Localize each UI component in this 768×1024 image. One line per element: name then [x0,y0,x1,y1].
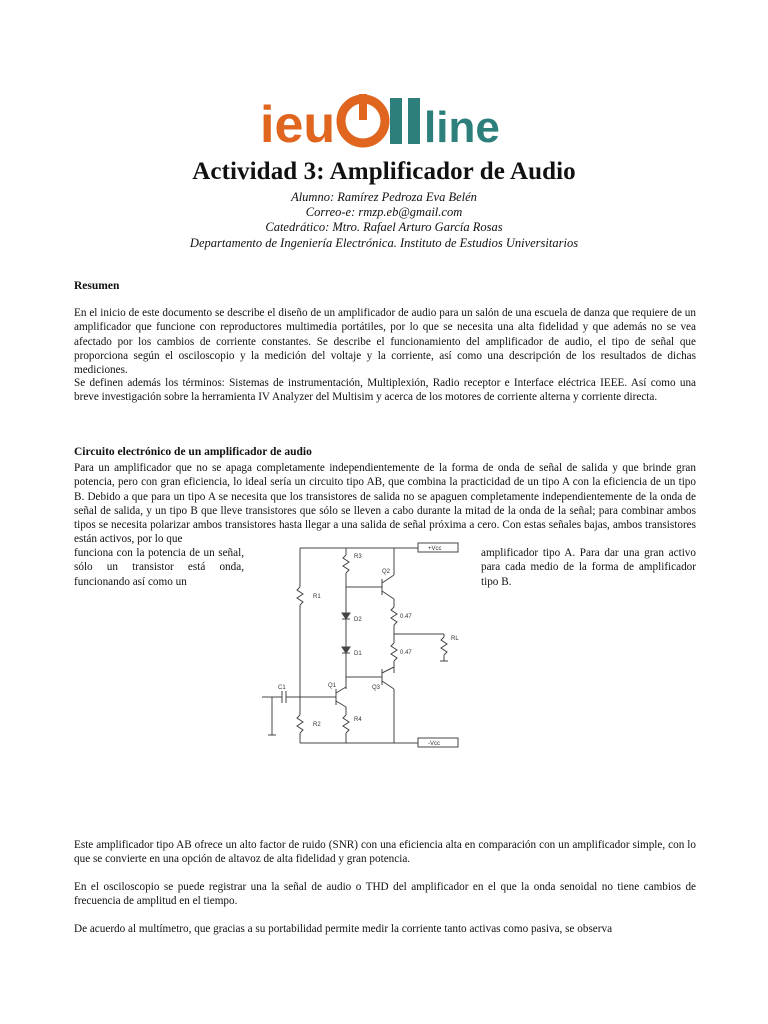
logo-bar-1 [390,98,402,144]
rl-label: RL [451,636,459,642]
department-line: Departamento de Ingeniería Electrónica. Instituto de Estudios Universitarios [189,236,579,250]
re-bottom-label: 0.47 [400,650,412,656]
email-line: Correo-e: rmzp.eb@gmail.com [305,205,463,219]
ieu-online-logo [260,88,500,150]
r2-label: R2 [313,722,321,728]
vcc-label: +Vcc [428,546,442,552]
author-line: Alumno: Ramírez Pedroza Eva Belén [291,190,477,204]
vee-label: -Vcc [428,741,440,747]
r1-label: R1 [313,594,321,600]
resumen-paragraph-2: Se definen además los términos: Sistemas de instrumentación, Multiplexión, Radio receptor e Interface eléctrica IEEE. Así como una breve investigación sobre la herramienta IV Analyzer del Multisim y acerca de los motores de corriente alterna y corriente directa. [74,377,696,404]
snr-paragraph: Este amplificador tipo AB ofrece un alto factor de ruido (SNR) con una eficiencia alta en comparación con un amplificador simple, con lo que se convierte en una opción de altavoz de alta fidelidad y gran potencia. [74,839,696,866]
section-heading-circuito: Circuito electrónico de un amplificador de audio [74,446,312,458]
wrap-right-column: amplificador tipo A. Para dar una gran activo para cada medio de la forma de amplificador tipo B. [481,547,696,588]
r3-label: R3 [354,554,362,560]
logo-bar-2 [408,98,420,144]
oscilloscope-paragraph: En el osciloscopio se puede registrar una la señal de audio o THD del amplificador en el que la onda senoidal no tiene cambios de frecuencia de amplitud en el tiempo. [74,881,696,908]
q2-label: Q2 [382,569,391,575]
r4-label: R4 [354,717,362,723]
q1-label: Q1 [328,683,337,689]
d1-label: D1 [354,651,362,657]
d2-label: D2 [354,617,362,623]
circuit-diagram [258,537,474,749]
logo-prefix: ieu [260,96,336,150]
circuito-paragraph: Para un amplificador que no se apaga completamente independientemente de la forma de onda de señal de salida y que brinde gran potencia, pero con gran eficiencia, lo ideal sería un circuito tipo AB, que combina la practicidad de un tipo A con la eficiencia de un tipo B. Debido a que para un tipo A se necesita que los transistores de salida no se apaguen completamente independientemente de la onda de señal de salida, y un tipo B que lleve transistores que sólo se lleven a cabo durante la mitad de la onda de la señal; para combinar ambos tipos se necesita polarizar ambos transistores hasta llegar a una salida de señal próxima a cero. Con estas señales bajas, ambos transistores están activos, por lo que [74,462,696,546]
document-title: Actividad 3: Amplificador de Audio [192,158,576,185]
c1-label: C1 [278,685,286,691]
q3-label: Q3 [372,685,381,691]
section-heading-resumen: Resumen [74,280,120,292]
logo-suffix: line [424,103,500,150]
power-icon-bar [359,94,367,120]
re-top-label: 0.47 [400,614,412,620]
wrap-left-column: funciona con la potencia de un señal, sólo un transistor está onda, funcionando así como un [74,547,244,588]
multimeter-paragraph: De acuerdo al multímetro, que gracias a su portabilidad permite medir la corriente tanto activas como pasiva, se observa [74,923,613,935]
resumen-paragraph: En el inicio de este documento se describe el diseño de un amplificador de audio para un salón de una escuela de danza que requiere de un amplificador que funcione con reproductores multimedia portátiles, por lo que se necesita una alta fidelidad y que además no se vea afectado por los cambios de corriente constantes. Se describe el funcionamiento del amplificador de audio, el tipo de señal que proporciona según el osciloscopio y la medición del voltaje y la corriente, así como una descripción de los resultados de dichas mediciones. [74,307,696,377]
teacher-line: Catedrático: Mtro. Rafael Arturo García Rosas [265,220,503,234]
